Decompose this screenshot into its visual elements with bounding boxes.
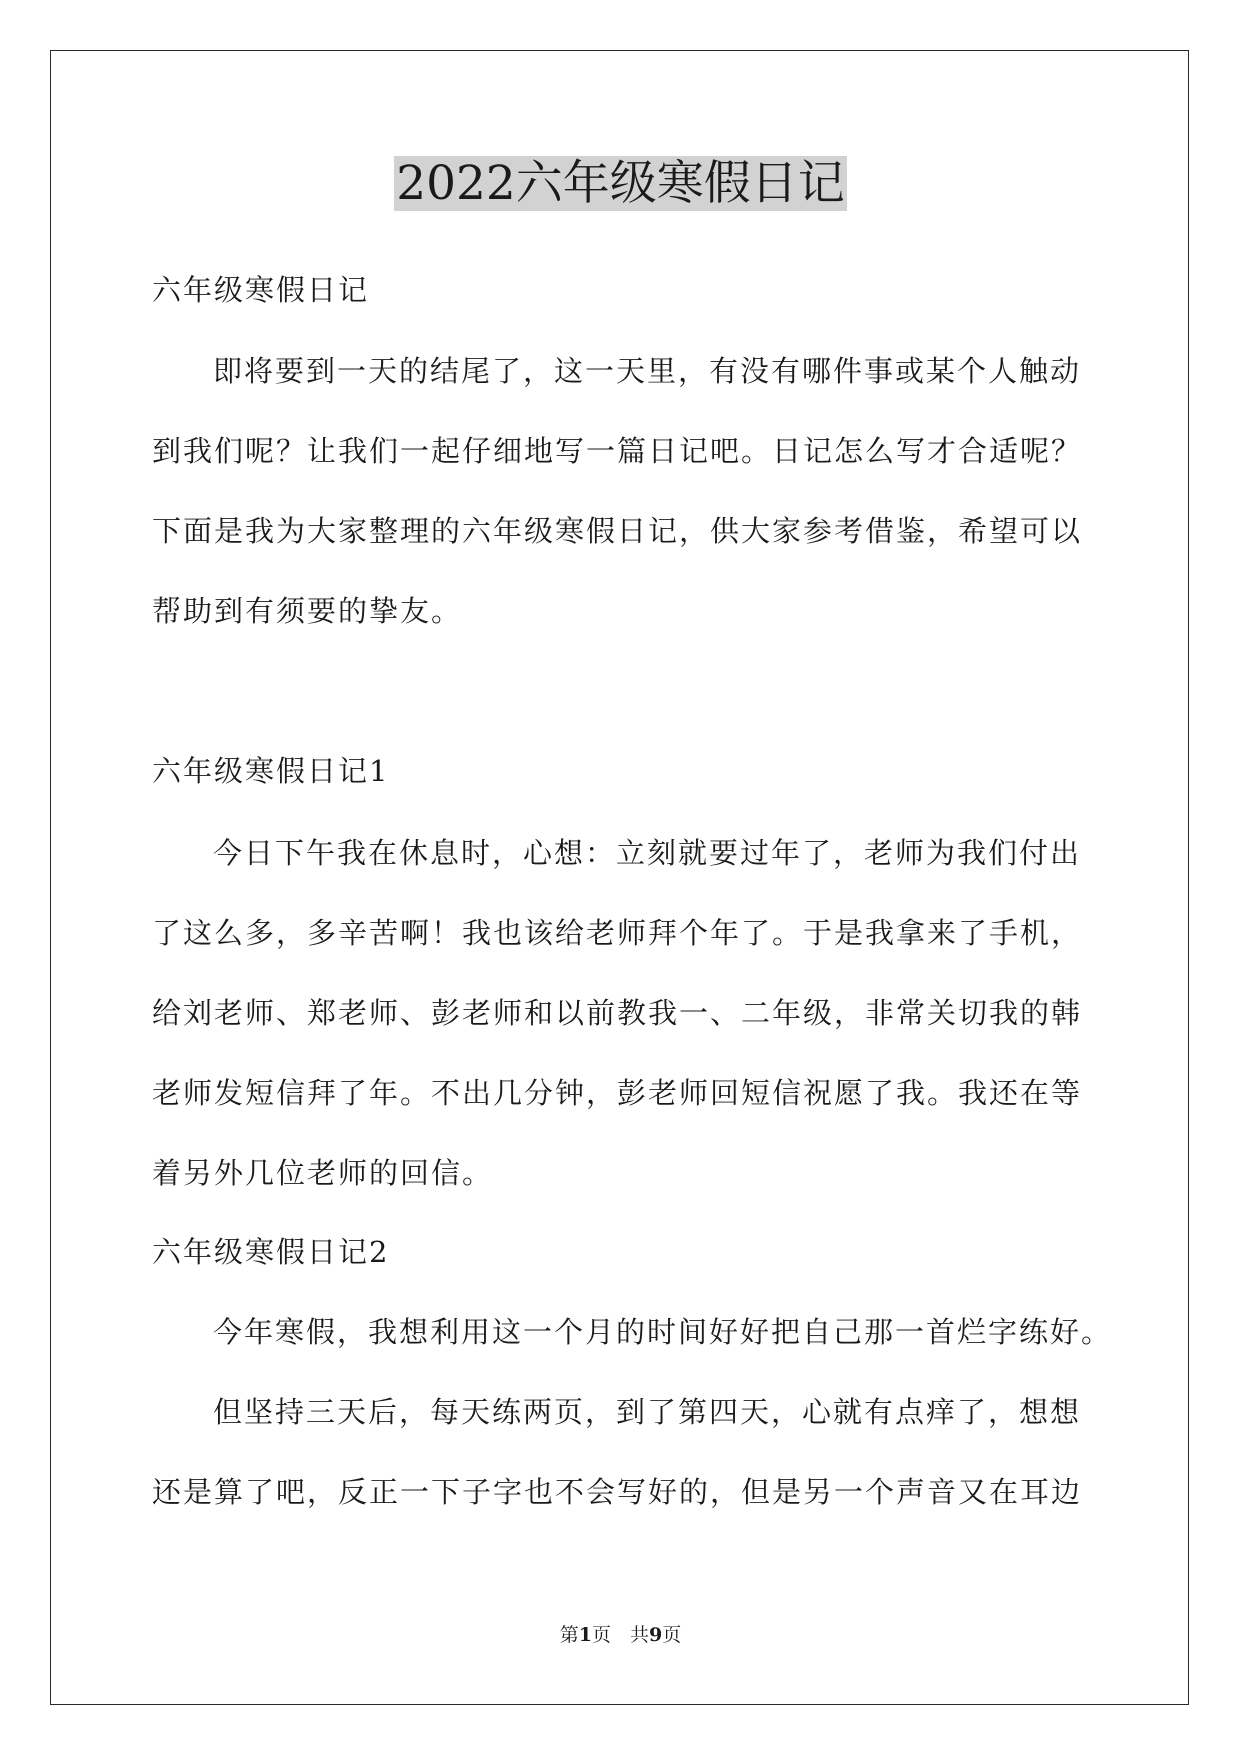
entry1-line-3: 给刘老师、郑老师、彭老师和以前教我一、二年级，非常关切我的韩 [152, 996, 1083, 1030]
entry1-line-2: 了这么多，多辛苦啊！我也该给老师拜个年了。于是我拿来了手机， [152, 916, 1083, 950]
intro-line-1: 即将要到一天的结尾了，这一天里，有没有哪件事或某个人触动 [213, 354, 1082, 388]
document-title: 2022六年级寒假日记 [396, 156, 845, 211]
entry1-heading: 六年级寒假日记1 [152, 754, 390, 788]
page-footer: 第1页 共9页 [559, 1624, 682, 1646]
intro-line-2: 到我们呢？让我们一起仔细地写一篇日记吧。日记怎么写才合适呢？ [152, 434, 1083, 468]
entry2-line-1: 今年寒假，我想利用这一个月的时间好好把自己那一首烂字练好。 [213, 1315, 1113, 1349]
section-subtitle: 六年级寒假日记 [152, 273, 370, 307]
intro-line-4: 帮助到有须要的挚友。 [152, 594, 463, 628]
entry1-line-5: 着另外几位老师的回信。 [152, 1156, 494, 1190]
entry2-heading: 六年级寒假日记2 [152, 1235, 390, 1269]
current-page-number: 1 [578, 1624, 592, 1646]
total-page-number: 9 [649, 1624, 663, 1646]
entry2-line-3: 还是算了吧，反正一下子字也不会写好的，但是另一个声音又在耳边 [152, 1475, 1083, 1509]
entry1-line-4: 老师发短信拜了年。不出几分钟，彭老师回短信祝愿了我。我还在等 [152, 1076, 1083, 1110]
entry1-line-1: 今日下午我在休息时，心想：立刻就要过年了，老师为我们付出 [213, 836, 1082, 870]
intro-line-3: 下面是我为大家整理的六年级寒假日记，供大家参考借鉴，希望可以 [152, 514, 1083, 548]
entry2-line-2: 但坚持三天后，每天练两页，到了第四天，心就有点痒了，想想 [213, 1395, 1082, 1429]
